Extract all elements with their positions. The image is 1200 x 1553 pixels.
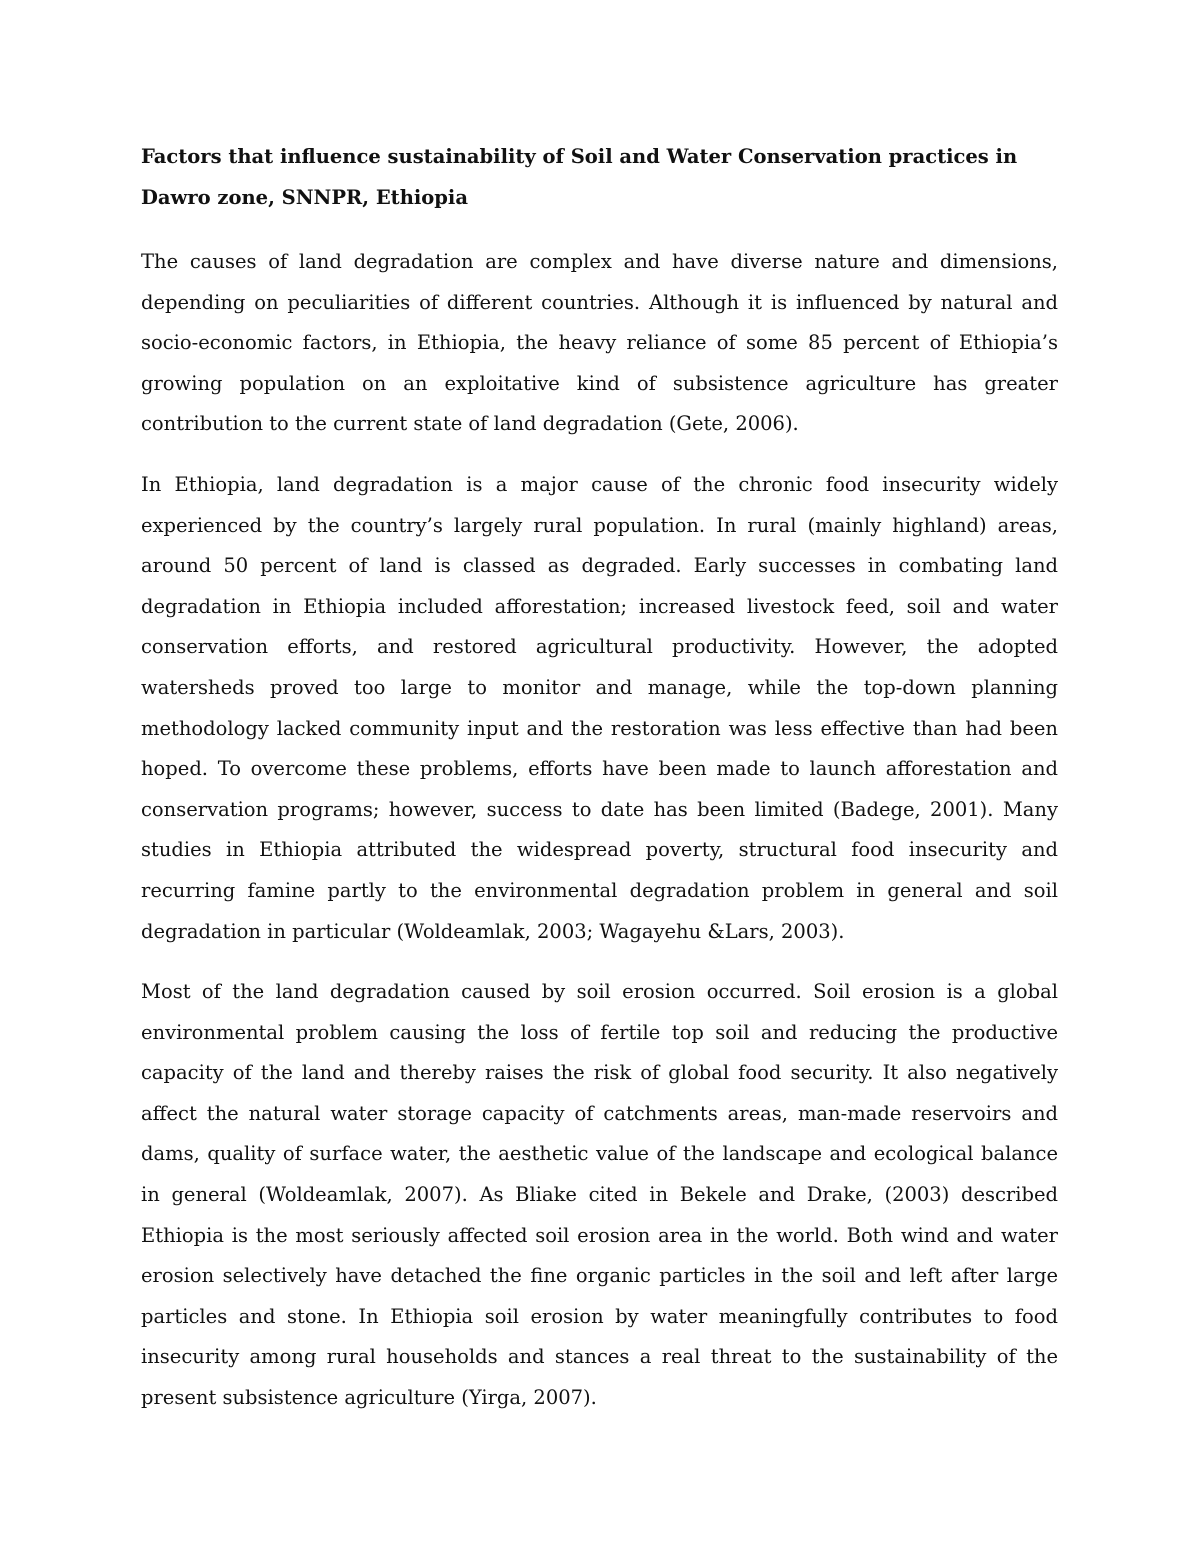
paragraph-land-degradation-ethiopia: In Ethiopia, land degradation is a major cause of the chronic food insecurity widely experienced by the country’s largely rural population. In rural (mainly highland) areas, around 50 percent of land is classed as degraded. Early successes in combating land degradation in Ethiopia included afforestation; increased livestock feed, soil and water conservation efforts, and restored agricultural productivity. However, the adopted watersheds proved too large to monitor and manage, while the top-down planning methodology lacked community input and the restoration was less effective than had been hoped. To overcome these problems, efforts have been made to launch afforestation and conservation programs; however, success to date has been limited (Badege, 2001). Many studies in Ethiopia attributed the widespread poverty, structural food insecurity and recurring famine partly to the environmental degradation problem in general and soil degradation in particular (Woldeamlak, 2003; Wagayehu &Lars, 2003). (141, 472, 1058, 943)
paragraph-land-degradation-causes: The causes of land degradation are complex and have diverse nature and dimensions, depending on peculiarities of different countries. Although it is influenced by natural and socio-economic factors, in Ethiopia, the heavy reliance of some 85 percent of Ethiopia’s growing population on an exploitative kind of subsistence agriculture has greater contribution to the current state of land degradation (Gete, 2006). (141, 250, 1058, 436)
paragraph-soil-erosion: Most of the land degradation caused by soil erosion occurred. Soil erosion is a global environmental problem causing the loss of fertile top soil and reducing the productive capacity of the land and thereby raises the risk of global food security. It also negatively affect the natural water storage capacity of catchments areas, man-made reservoirs and dams, quality of surface water, the aesthetic value of the landscape and ecological balance in general (Woldeamlak, 2007). As Bliake cited in Bekele and Drake, (2003) described Ethiopia is the most seriously affected soil erosion area in the world. Both wind and water erosion selectively have detached the fine organic particles in the soil and left after large particles and stone. In Ethiopia soil erosion by water meaningfully contributes to food insecurity among rural households and stances a real threat to the sustainability of the present subsistence agriculture (Yirga, 2007). (141, 980, 1058, 1410)
document-body (141, 136, 1058, 1439)
document-title: Factors that influence sustainability of Soil and Water Conservation practices in Dawro zone, SNNPR, Ethiopia (141, 145, 1018, 209)
